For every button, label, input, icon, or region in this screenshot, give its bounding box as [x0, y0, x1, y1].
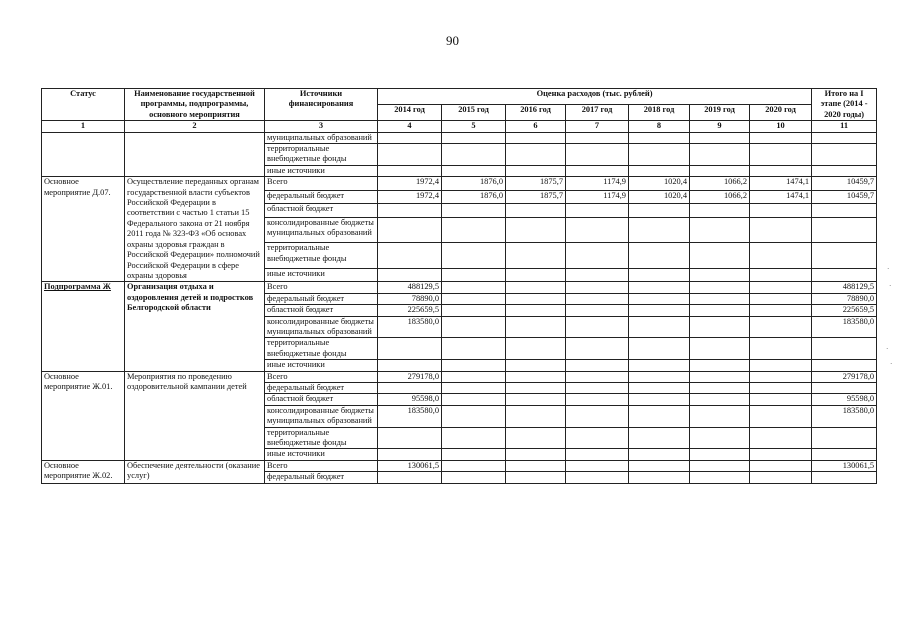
- cell-year-value: [750, 132, 812, 143]
- cell-year-value: [506, 316, 566, 338]
- header-year: 2018 год: [629, 105, 690, 121]
- cell-funding-source: территориальные внебюджетные фонды: [265, 144, 378, 166]
- cell-program-name: Обеспечение деятельности (оказание услуг): [125, 460, 265, 483]
- cell-year-value: [378, 449, 442, 460]
- cell-year-value: [506, 282, 566, 293]
- cell-year-value: [629, 382, 690, 393]
- column-number: 10: [750, 121, 812, 132]
- cell-year-value: [442, 165, 506, 176]
- cell-year-value: [629, 282, 690, 293]
- cell-funding-source: иные источники: [265, 449, 378, 460]
- cell-year-value: 95598,0: [378, 394, 442, 405]
- table-row: [42, 371, 877, 382]
- cell-year-value: [750, 316, 812, 338]
- header-year: 2020 год: [750, 105, 812, 121]
- cell-year-value: [566, 449, 629, 460]
- cell-total: [812, 144, 877, 166]
- cell-year-value: 183580,0: [378, 316, 442, 338]
- cell-funding-source: консолидированные бюджеты муниципальных образований: [265, 316, 378, 338]
- cell-status: [42, 132, 125, 177]
- cell-year-value: [442, 394, 506, 405]
- column-number: 5: [442, 121, 506, 132]
- cell-year-value: [690, 204, 750, 217]
- cell-year-value: [566, 144, 629, 166]
- cell-year-value: [690, 472, 750, 483]
- cell-year-value: 183580,0: [378, 405, 442, 427]
- cell-total: 10459,7: [812, 190, 877, 203]
- cell-year-value: [750, 382, 812, 393]
- cell-year-value: [750, 371, 812, 382]
- cell-year-value: [566, 371, 629, 382]
- cell-year-value: [566, 282, 629, 293]
- cell-year-value: [566, 165, 629, 176]
- cell-year-value: [442, 472, 506, 483]
- cell-year-value: [690, 394, 750, 405]
- cell-total: 130061,5: [812, 460, 877, 471]
- cell-year-value: [442, 382, 506, 393]
- cell-total: [812, 472, 877, 483]
- cell-year-value: [442, 460, 506, 471]
- cell-year-value: [506, 360, 566, 371]
- cell-year-value: [690, 243, 750, 269]
- cell-funding-source: федеральный бюджет: [265, 472, 378, 483]
- cell-year-value: [750, 268, 812, 281]
- cell-year-value: [442, 268, 506, 281]
- header-total: Итого на I этапе (2014 - 2020 годы): [812, 89, 877, 121]
- cell-year-value: [566, 427, 629, 449]
- column-number: 4: [378, 121, 442, 132]
- cell-year-value: [442, 305, 506, 316]
- header-year: 2015 год: [442, 105, 506, 121]
- table-header: [42, 89, 877, 133]
- cell-year-value: [506, 293, 566, 304]
- cell-year-value: [750, 394, 812, 405]
- cell-funding-source: территориальные внебюджетные фонды: [265, 427, 378, 449]
- cell-total: [812, 338, 877, 360]
- cell-year-value: [690, 268, 750, 281]
- cell-year-value: [750, 204, 812, 217]
- cell-year-value: [506, 405, 566, 427]
- cell-year-value: [690, 217, 750, 243]
- cell-status: Основное мероприятие Ж.01.: [42, 371, 125, 460]
- cell-year-value: [629, 460, 690, 471]
- cell-year-value: [442, 204, 506, 217]
- cell-total: [812, 449, 877, 460]
- cell-year-value: [566, 360, 629, 371]
- cell-year-value: [506, 305, 566, 316]
- cell-year-value: [629, 293, 690, 304]
- cell-total: [812, 165, 877, 176]
- cell-year-value: [750, 144, 812, 166]
- cell-year-value: [750, 282, 812, 293]
- cell-year-value: [442, 338, 506, 360]
- cell-year-value: [442, 316, 506, 338]
- cell-year-value: [629, 472, 690, 483]
- cell-year-value: [442, 217, 506, 243]
- cell-year-value: [629, 394, 690, 405]
- cell-status: Основное мероприятие Д.07.: [42, 177, 125, 282]
- header-year: 2014 год: [378, 105, 442, 121]
- header-sources: Источники финансирования: [265, 89, 378, 121]
- cell-year-value: [506, 204, 566, 217]
- column-number: 11: [812, 121, 877, 132]
- cell-year-value: [690, 382, 750, 393]
- cell-year-value: [442, 282, 506, 293]
- table-body: [42, 132, 877, 483]
- cell-total: 225659,5: [812, 305, 877, 316]
- cell-year-value: [750, 217, 812, 243]
- cell-year-value: [566, 243, 629, 269]
- cell-year-value: [690, 360, 750, 371]
- cell-year-value: [629, 360, 690, 371]
- cell-funding-source: муниципальных образований: [265, 132, 378, 143]
- cell-year-value: [690, 132, 750, 143]
- cell-year-value: [566, 132, 629, 143]
- cell-total: 95598,0: [812, 394, 877, 405]
- cell-year-value: [506, 165, 566, 176]
- cell-year-value: [629, 217, 690, 243]
- cell-year-value: [750, 427, 812, 449]
- cell-year-value: [506, 382, 566, 393]
- cell-year-value: [442, 243, 506, 269]
- cell-year-value: [629, 405, 690, 427]
- cell-year-value: [442, 405, 506, 427]
- cell-funding-source: областной бюджет: [265, 305, 378, 316]
- cell-year-value: [378, 165, 442, 176]
- cell-funding-source: Всего: [265, 460, 378, 471]
- cell-funding-source: областной бюджет: [265, 204, 378, 217]
- cell-year-value: [506, 394, 566, 405]
- cell-year-value: [506, 268, 566, 281]
- cell-year-value: [566, 338, 629, 360]
- cell-year-value: 488129,5: [378, 282, 442, 293]
- cell-year-value: [690, 165, 750, 176]
- cell-year-value: 1474,1: [750, 190, 812, 203]
- cell-year-value: [750, 449, 812, 460]
- cell-year-value: [566, 316, 629, 338]
- cell-program-name: Осуществление переданных органам государственной власти субъектов Российской Федерации в соответствии с частью 1 статьи 15 Федерального закона от 21 ноября 2011 года № 323-ФЗ «Об основах охраны здоровья граждан в Российской Федерации» полномочий Российской Федерации в сфере охраны здоровья: [125, 177, 265, 282]
- cell-year-value: [750, 360, 812, 371]
- cell-funding-source: иные источники: [265, 268, 378, 281]
- cell-funding-source: консолидированные бюджеты муниципальных образований: [265, 217, 378, 243]
- cell-program-name: Организация отдыха и оздоровления детей и подростков Белгородской области: [125, 282, 265, 371]
- cell-year-value: [750, 405, 812, 427]
- cell-year-value: 1972,4: [378, 177, 442, 190]
- column-number: 6: [506, 121, 566, 132]
- cell-total: 78890,0: [812, 293, 877, 304]
- cell-year-value: [506, 449, 566, 460]
- cell-total: [812, 243, 877, 269]
- scan-speck: ·: [890, 360, 893, 368]
- cell-funding-source: Всего: [265, 282, 378, 293]
- cell-year-value: [506, 460, 566, 471]
- cell-year-value: [506, 338, 566, 360]
- cell-year-value: [690, 460, 750, 471]
- cell-funding-source: областной бюджет: [265, 394, 378, 405]
- cell-total: 279178,0: [812, 371, 877, 382]
- cell-total: [812, 360, 877, 371]
- cell-year-value: [750, 165, 812, 176]
- table-row: [42, 282, 877, 293]
- cell-year-value: [442, 449, 506, 460]
- cell-year-value: [506, 217, 566, 243]
- cell-year-value: 1972,4: [378, 190, 442, 203]
- cell-funding-source: федеральный бюджет: [265, 382, 378, 393]
- header-estimate: Оценка расходов (тыс. рублей): [378, 89, 812, 105]
- cell-year-value: [690, 293, 750, 304]
- cell-program-name: [125, 132, 265, 177]
- cell-year-value: [378, 427, 442, 449]
- cell-year-value: 225659,5: [378, 305, 442, 316]
- cell-status: Подпрограмма Ж: [42, 282, 125, 371]
- scan-speck: ·: [889, 282, 892, 290]
- cell-year-value: [378, 217, 442, 243]
- scan-speck: ·: [887, 265, 890, 273]
- cell-year-value: [690, 427, 750, 449]
- cell-program-name: Мероприятия по проведению оздоровительной кампании детей: [125, 371, 265, 460]
- cell-year-value: 1020,4: [629, 177, 690, 190]
- cell-year-value: [690, 405, 750, 427]
- cell-year-value: [442, 371, 506, 382]
- cell-year-value: [378, 382, 442, 393]
- cell-total: [812, 204, 877, 217]
- cell-year-value: 1876,0: [442, 177, 506, 190]
- cell-year-value: [378, 472, 442, 483]
- cell-year-value: [629, 144, 690, 166]
- cell-year-value: 1474,1: [750, 177, 812, 190]
- cell-year-value: 1066,2: [690, 177, 750, 190]
- cell-year-value: [378, 243, 442, 269]
- cell-year-value: [442, 427, 506, 449]
- cell-total: [812, 268, 877, 281]
- column-number: 3: [265, 121, 378, 132]
- cell-year-value: [629, 427, 690, 449]
- cell-year-value: 1875,7: [506, 177, 566, 190]
- cell-year-value: [378, 132, 442, 143]
- page-number: 90: [446, 33, 459, 48]
- cell-year-value: [690, 282, 750, 293]
- cell-year-value: [629, 165, 690, 176]
- cell-year-value: [629, 243, 690, 269]
- cell-total: 183580,0: [812, 405, 877, 427]
- cell-year-value: [506, 144, 566, 166]
- cell-year-value: [629, 316, 690, 338]
- cell-year-value: 130061,5: [378, 460, 442, 471]
- cell-year-value: [750, 305, 812, 316]
- cell-year-value: [378, 338, 442, 360]
- cell-year-value: [690, 371, 750, 382]
- cell-funding-source: федеральный бюджет: [265, 293, 378, 304]
- scan-speck: ·: [886, 345, 889, 353]
- cell-year-value: 1876,0: [442, 190, 506, 203]
- cell-year-value: [629, 305, 690, 316]
- cell-year-value: 279178,0: [378, 371, 442, 382]
- cell-year-value: [750, 338, 812, 360]
- cell-total: [812, 132, 877, 143]
- cell-year-value: [629, 338, 690, 360]
- column-number: 2: [125, 121, 265, 132]
- cell-funding-source: Всего: [265, 177, 378, 190]
- cell-funding-source: консолидированные бюджеты муниципальных образований: [265, 405, 378, 427]
- cell-year-value: [690, 316, 750, 338]
- cell-year-value: [750, 472, 812, 483]
- cell-total: [812, 427, 877, 449]
- cell-year-value: [506, 132, 566, 143]
- cell-year-value: [566, 382, 629, 393]
- cell-year-value: [442, 144, 506, 166]
- cell-year-value: [629, 204, 690, 217]
- cell-year-value: [566, 305, 629, 316]
- cell-year-value: 1020,4: [629, 190, 690, 203]
- cell-funding-source: территориальные внебюджетные фонды: [265, 243, 378, 269]
- cell-year-value: [566, 394, 629, 405]
- cell-year-value: [690, 449, 750, 460]
- cell-year-value: [566, 293, 629, 304]
- cell-year-value: 78890,0: [378, 293, 442, 304]
- column-number: 7: [566, 121, 629, 132]
- table-row: [42, 177, 877, 190]
- cell-year-value: [690, 305, 750, 316]
- column-number: 9: [690, 121, 750, 132]
- cell-year-value: [690, 338, 750, 360]
- cell-year-value: [750, 460, 812, 471]
- cell-funding-source: федеральный бюджет: [265, 190, 378, 203]
- cell-funding-source: иные источники: [265, 360, 378, 371]
- cell-year-value: [566, 268, 629, 281]
- cell-total: 488129,5: [812, 282, 877, 293]
- cell-funding-source: Всего: [265, 371, 378, 382]
- budget-table: [41, 88, 877, 484]
- table-row: [42, 132, 877, 143]
- header-year: 2019 год: [690, 105, 750, 121]
- cell-year-value: [378, 204, 442, 217]
- header-year: 2016 год: [506, 105, 566, 121]
- cell-year-value: [629, 132, 690, 143]
- cell-year-value: [442, 360, 506, 371]
- cell-year-value: [629, 371, 690, 382]
- cell-year-value: [566, 472, 629, 483]
- cell-year-value: [442, 293, 506, 304]
- cell-year-value: [566, 217, 629, 243]
- cell-status: Основное мероприятие Ж.02.: [42, 460, 125, 483]
- cell-year-value: [442, 132, 506, 143]
- cell-year-value: [690, 144, 750, 166]
- cell-total: 183580,0: [812, 316, 877, 338]
- cell-year-value: 1875,7: [506, 190, 566, 203]
- cell-total: [812, 382, 877, 393]
- cell-year-value: [566, 405, 629, 427]
- cell-year-value: 1066,2: [690, 190, 750, 203]
- table-row: [42, 460, 877, 471]
- header-status: Статус: [42, 89, 125, 121]
- cell-year-value: [750, 243, 812, 269]
- cell-year-value: [629, 449, 690, 460]
- cell-year-value: [378, 360, 442, 371]
- cell-year-value: [506, 472, 566, 483]
- column-number: 1: [42, 121, 125, 132]
- cell-total: [812, 217, 877, 243]
- cell-funding-source: территориальные внебюджетные фонды: [265, 338, 378, 360]
- column-number: 8: [629, 121, 690, 132]
- cell-year-value: [750, 293, 812, 304]
- cell-year-value: [566, 460, 629, 471]
- cell-year-value: [566, 204, 629, 217]
- header-name: Наименование государственной программы, подпрограммы, основного мероприятия: [125, 89, 265, 121]
- cell-funding-source: иные источники: [265, 165, 378, 176]
- cell-year-value: [506, 427, 566, 449]
- cell-year-value: 1174,9: [566, 177, 629, 190]
- cell-year-value: 1174,9: [566, 190, 629, 203]
- cell-year-value: [506, 243, 566, 269]
- cell-year-value: [506, 371, 566, 382]
- cell-total: 10459,7: [812, 177, 877, 190]
- cell-year-value: [629, 268, 690, 281]
- cell-year-value: [378, 268, 442, 281]
- header-year: 2017 год: [566, 105, 629, 121]
- cell-year-value: [378, 144, 442, 166]
